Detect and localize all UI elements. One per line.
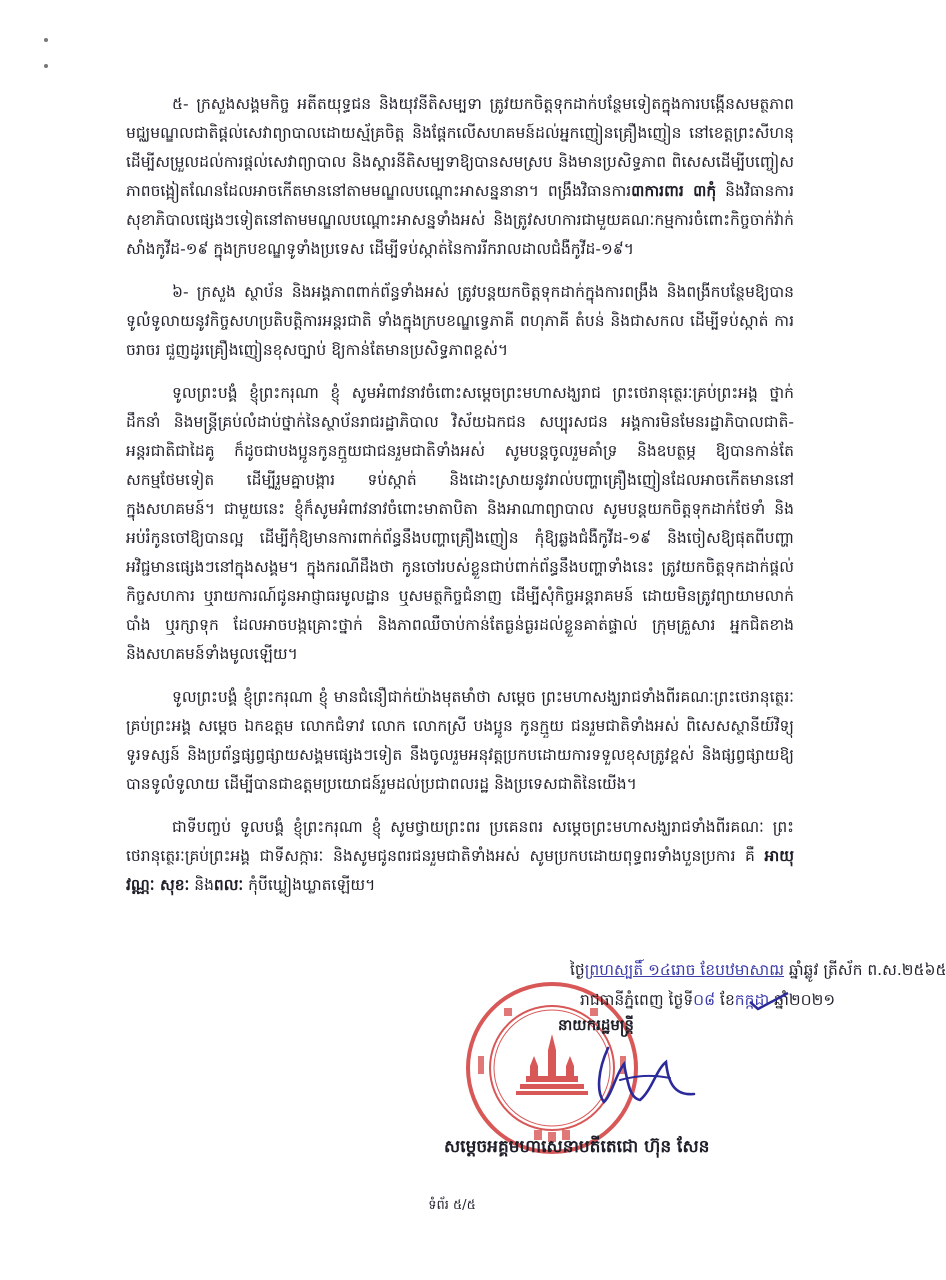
paragraph-9-end: កុំបីឃ្លៀងឃ្លាតឡើយ។ xyxy=(243,876,376,894)
signatory-title: នាយករដ្ឋមន្ត្រី xyxy=(558,1016,634,1034)
handwritten-signature-icon xyxy=(590,1040,700,1110)
signer-name: សម្ដេចអគ្គមហាសេនាបតីតេជោ ហ៊ុន សែន xyxy=(444,1137,710,1157)
paragraph-5 xyxy=(126,90,794,264)
paragraph-9-bold: អាយុ វណ្ណៈ សុខៈ xyxy=(126,847,794,894)
scan-speck xyxy=(44,38,48,42)
paragraph-9 xyxy=(126,813,794,900)
paragraph-5-text-rest: និងវិធានការសុខាភិបាលផ្សេងៗទៀតនៅតាមមណ្ឌលបណ្ដោះអាសន្នទាំងអស់ និងត្រូវសហការជាមួយគណៈកម្មការចំពោះកិច្ចចាក់វ៉ាក់សាំងកូវីដ-១៩ ក្នុងក្របខណ្ឌទូទាំងប្រទេស ដើម្បីទប់ស្កាត់នៃការរីករាលដាលជំងឺកូវីដ-១៩។ xyxy=(126,182,794,258)
paragraph-9-text: ជាទីបញ្ចប់ ទូលបង្គំ ខ្ញុំព្រះករុណា ខ្ញុំ សូមថ្វាយព្រះពរ ប្រគេនពរ សម្ដេចព្រះមហាសង្ឃរាជទាំងពីរគណៈ ព្រះថេរានុត្ថេរៈគ្រប់ព្រះអង្គ ជាទីសក្ការៈ និងសូមជូនពរជនរួមជាតិទាំងអស់ សូមប្រកបដោយពុទ្ធពរទាំងបួនប្រការ គឺ xyxy=(126,818,794,865)
lunar-date-handwritten: ព្រហស្បតិ៍ ១៤រោច ខែបឋមាសាឍ xyxy=(584,961,784,979)
gregorian-month-prefix: ខែ xyxy=(715,991,735,1009)
gregorian-day-handwritten: ០៨ xyxy=(693,991,716,1009)
paragraph-8: ទូលព្រះបង្គំ ខ្ញុំព្រះករុណា ខ្ញុំ មានជំនឿជាក់យ៉ាងមុតមាំថា សម្ដេច ព្រះមហាសង្ឃរាជទាំងពីរគណៈព្រះថេរានុត្ថេរៈគ្រប់ព្រះអង្គ សម្ដេច ឯកឧត្តម លោកជំទាវ លោក លោកស្រី បងប្អូន កូនក្មួយ ជនរួមជាតិទាំងអស់ ពិសេសស្ថានីយ៍វិទ្យុ ទូរទស្សន៍ និងប្រព័ន្ធផ្សព្វផ្សាយសង្គមផ្សេងៗទៀត នឹងចូលរួមអនុវត្តប្រកបដោយការទទួលខុសត្រូវខ្ពស់ និងផ្សព្វផ្សាយឱ្យបានទូលំទូលាយ ដើម្បីបានជាឧត្តមប្រយោជន៍រួមដល់ប្រជាពលរដ្ឋ និងប្រទេសជាតិនៃយើង។ xyxy=(126,688,794,793)
page-number: ទំព័រ ៥/៥ xyxy=(428,1198,476,1213)
paragraph-5-text: ៥- ក្រសួងសង្គមកិច្ច អតីតយុទ្ធជន និងយុវនីតិសម្បទា ត្រូវយកចិត្តទុកដាក់បន្ថែមទៀតក្នុងការបង្កើនសមត្ថភាពមជ្ឈមណ្ឌលជាតិផ្ដល់សេវាព្យាបាលដោយស្ម័គ្រចិត្ត និងផ្ដែកលើសហគមន៍ដល់អ្នកញៀនគ្រឿងញៀន នៅខេត្តព្រះសីហនុ ដើម្បីសម្រួលដល់ការផ្ដល់សេវាព្យាបាល និងស្ដារនីតិសម្បទាឱ្យបានសមស្រប និងមានប្រសិទ្ធភាព ពិសេសដើម្បីបញ្ចៀសភាពចង្អៀតណែនដែលអាចកើតមាននៅតាមមណ្ឌលបណ្ដោះអាសន្ននានា។ ពង្រឹងវិធានការ xyxy=(126,95,794,200)
paragraph-9-mid: និង xyxy=(189,876,214,894)
lunar-date-suffix: ឆ្នាំឆ្លូវ ត្រីស័ក ព.ស.២៥៦៥ xyxy=(783,961,946,979)
gregorian-month-handwritten: កក្កដា xyxy=(734,991,770,1009)
lunar-date-prefix: ថ្ងៃ xyxy=(570,961,585,979)
paragraph-6: ៦- ក្រសួង ស្ថាប័ន និងអង្គភាពពាក់ព័ន្ធទាំងអស់ ត្រូវបន្តយកចិត្តទុកដាក់ក្នុងការពង្រឹង និងពង្រីកបន្ថែមឱ្យបានទូលំទូលាយនូវកិច្ចសហប្រតិបត្តិការអន្តរជាតិ ទាំងក្នុងក្របខណ្ឌទ្វេភាគី ពហុភាគី តំបន់ និងជាសកល ដើម្បីទប់ស្កាត់ ការចរាចរ ជួញដូរគ្រឿងញៀនខុសច្បាប់ ឱ្យកាន់តែមានប្រសិទ្ធភាពខ្ពស់។ xyxy=(126,283,794,359)
gregorian-date-prefix: រាជធានីភ្នំពេញ ថ្ងៃទី xyxy=(580,991,694,1009)
checkmark-icon xyxy=(748,990,790,1012)
lunar-date xyxy=(570,958,946,982)
gregorian-year: ឆ្នាំ២០២១ xyxy=(769,991,836,1009)
letter-body xyxy=(126,90,794,914)
paragraph-9-bold-2: ពលៈ xyxy=(213,876,244,894)
paragraph-5-bold: ៣ការពារ ៣កុំ xyxy=(631,182,717,200)
paragraph-7: ទូលព្រះបង្គំ ខ្ញុំព្រះករុណា ខ្ញុំ សូមអំពាវនាវចំពោះសម្ដេចព្រះមហាសង្ឃរាជ ព្រះថេរានុត្ថេរៈគ្រប់ព្រះអង្គ ថ្នាក់ដឹកនាំ និងមន្ត្រីគ្រប់លំដាប់ថ្នាក់នៃស្ថាប័នរាជរដ្ឋាភិបាល វិស័យឯកជន សប្បុរសជន អង្គការមិនមែនរដ្ឋាភិបាលជាតិ-អន្តរជាតិជាដៃគូ ក៏ដូចជាបងប្អូនកូនក្មួយជាជនរួមជាតិទាំងអស់ សូមបន្តចូលរួមគាំទ្រ និងឧបត្ថម្ភ ឱ្យបានកាន់តែសកម្មថែមទៀត ដើម្បីរួមគ្នាបង្ការ ទប់ស្កាត់ និងដោះស្រាយនូវរាល់បញ្ហាគ្រឿងញៀនដែលអាចកើតមាននៅក្នុងសហគមន៍។ ជាមួយនេះ ខ្ញុំក៏សូមអំពាវនាវចំពោះមាតាបិតា និងអាណាព្យាបាល សូមបន្តយកចិត្តទុកដាក់ថែទាំ និងអប់រំកូនចៅឱ្យបានល្អ ដើម្បីកុំឱ្យមានការពាក់ព័ន្ធនឹងបញ្ហាគ្រឿងញៀន កុំឱ្យឆ្លងជំងឺកូវីដ-១៩ និងចៀសឱ្យផុតពីបញ្ហាអវិជ្ជមានផ្សេងៗនៅក្នុងសង្គម។ ក្នុងករណីដឹងថា កូនចៅរបស់ខ្លួនជាប់ពាក់ព័ន្ធនឹងបញ្ហាទាំងនេះ ត្រូវយកចិត្តទុកដាក់ផ្ដល់កិច្ចសហការ ឬរាយការណ៍ជូនអាជ្ញាធរមូលដ្ឋាន ឬសមត្ថកិច្ចជំនាញ ដើម្បីសុំកិច្ចអន្តរាគមន៍ ដោយមិនត្រូវព្យាយាមលាក់បាំង ឬរក្សាទុក ដែលអាចបង្កគ្រោះថ្នាក់ និងភាពឈឺចាប់កាន់តែធ្ងន់ធ្ងរដល់ខ្លួនគាត់ផ្ទាល់ ក្រុមគ្រួសារ អ្នកជិតខាង និងសហគមន៍ទាំងមូលឡើយ។ xyxy=(126,384,794,663)
scan-speck xyxy=(44,64,48,68)
